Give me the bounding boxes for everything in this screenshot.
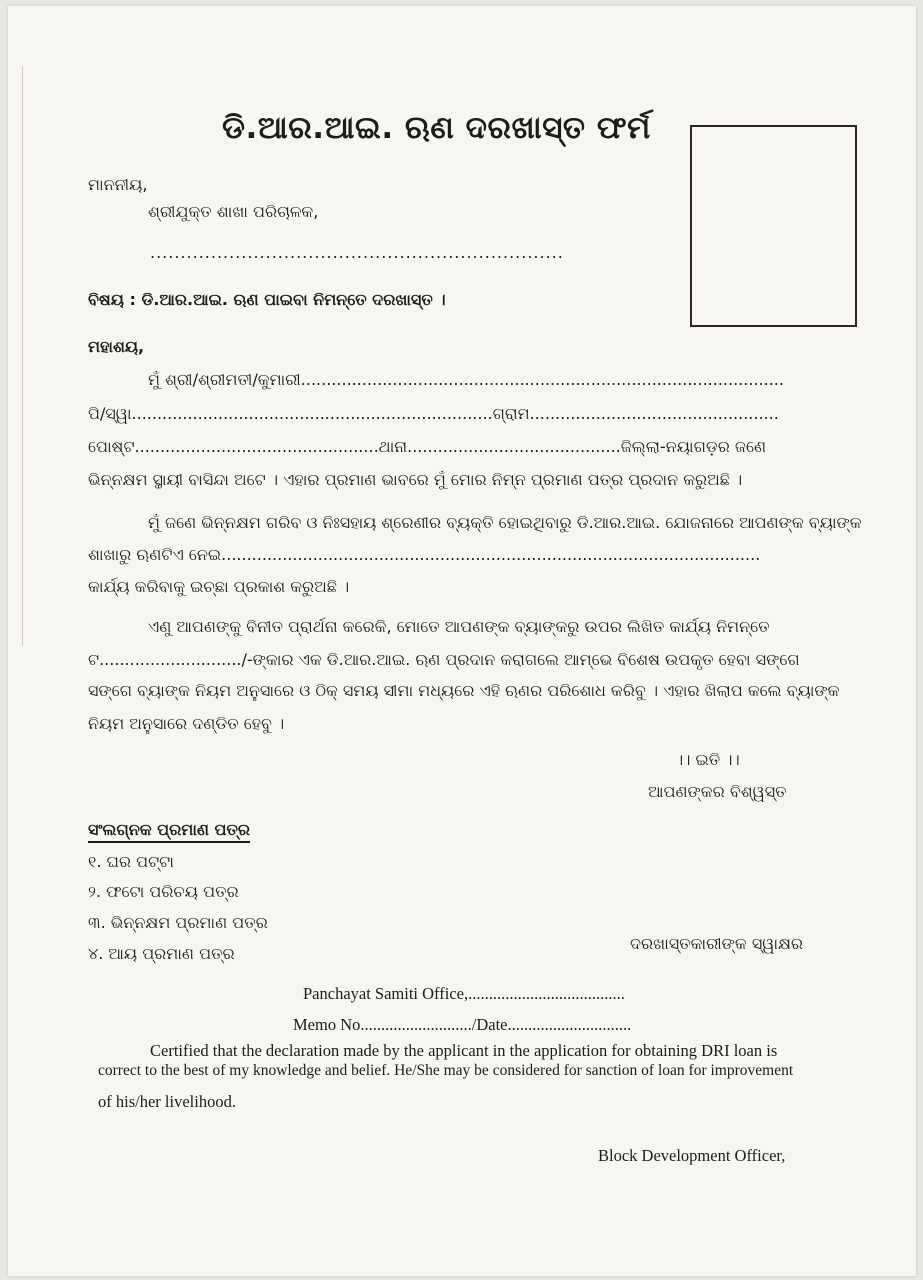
memo-date-line: Memo No.........................../Date.............................. xyxy=(293,1015,632,1034)
body-line-intent: କାର୍ଯ୍ୟ କରିବାକୁ ଇଚ୍ଛା ପ୍ରକାଶ କରୁଅଛି । xyxy=(88,577,350,596)
attachments-heading: ସଂଲଗ୍ନକ ପ୍ରମାଣ ପତ୍ର xyxy=(88,820,250,843)
page-margin-line xyxy=(22,66,23,646)
bdo-signature-label: Block Development Officer, xyxy=(598,1146,786,1165)
body-line-request: ଏଣୁ ଆପଣଙ୍କୁ ବିନୀତ ପ୍ରାର୍ଥନା କରେକି, ମୋତେ ଆପଣଙ୍କ ବ୍ୟାଙ୍କରୁ ଉପର ଲିଖିତ କାର୍ଯ୍ୟ ନିମନ୍ତେ xyxy=(148,617,770,636)
photo-box xyxy=(690,125,857,327)
body-line-post-thana: ପୋଷ୍ଟ................................................ଥାନା..........................................ଜିଲ୍ଲା-ନୟାଗଡ଼ର ଜଣେ xyxy=(88,437,767,456)
certification-line-2: correct to the best of my knowledge and belief. He/She may be considered for sanction of loan for improvement xyxy=(98,1062,794,1079)
body-line-repay: ସଙ୍ଗେ ବ୍ୟାଙ୍କ ନିୟମ ଅନୁସାରେ ଓ ଠିକ୍ ସମୟ ସୀମା ମଧ୍ୟରେ ଏହି ଋଣର ପରିଶୋଧ କରିବୁ । ଏହାର ଖିଲାପ କଲେ ବ୍ୟାଙ୍କ xyxy=(88,681,840,700)
body-line-scheme: ମୁଁ ଜଣେ ଭିନ୍ନକ୍ଷମ ଗରିବ ଓ ନିଃସହାୟ ଶ୍ରେଣୀର ବ୍ୟକ୍ତି ହୋଇଥିବାରୁ ଡି.ଆର.ଆଇ. ଯୋଜନାରେ ଆପଣଙ୍କ ବ୍ୟାଙ୍କ xyxy=(148,513,862,532)
certification-line-1: Certified that the declaration made by the applicant in the application for obtaining DRI loan is xyxy=(150,1041,778,1060)
body-line-loan-purpose: ଶାଖାରୁ ଋଣଟିଏ ନେଇ.......................................................................................................... xyxy=(88,545,761,564)
attachment-item: ୩. ଭିନ୍ନକ୍ଷମ ପ୍ରମାଣ ପତ୍ର xyxy=(88,913,268,932)
attachment-item: ୪. ଆୟ ପ୍ରମାଣ ପତ୍ର xyxy=(88,944,235,963)
certification-line-3: of his/her livelihood. xyxy=(98,1092,236,1111)
form-title: ଡି.ଆର.ଆଇ. ଋଣ ଦରଖାସ୍ତ ଫର୍ମ xyxy=(222,110,651,146)
body-line-resident: ଭିନ୍ନକ୍ଷମ ସ୍ଥାୟୀ ବାସିନ୍ଦା ଅଟେ । ଏହାର ପ୍ରମାଣ ଭାବରେ ମୁଁ ମୋର ନିମ୍ନ ପ୍ରମାଣ ପତ୍ର ପ୍ରଦାନ କରୁଅଛି । xyxy=(88,470,743,489)
panchayat-samiti-office: Panchayat Samiti Office,...................................... xyxy=(303,984,625,1003)
attachment-item: ୧. ଘର ପଟ୍ଟା xyxy=(88,852,174,871)
addressee-blank-line: .................................................................... xyxy=(150,243,564,262)
salutation-respected: ମାନନୀୟ, xyxy=(88,175,148,194)
closing-yours-faithfully: ଆପଣଙ୍କର ବିଶ୍ୱସ୍ତ xyxy=(648,782,787,801)
applicant-signature-label: ଦରଖାସ୍ତକାରୀଙ୍କ ସ୍ୱାକ୍ଷର xyxy=(630,934,804,953)
body-line-amount: ଟ............................/-ଙ୍କାର ଏକ ଡି.ଆର.ଆଇ. ଋଣ ପ୍ରଦାନ କରାଗଲେ ଆମ୍ଭେ ବିଶେଷ ଉପକୃତ ହେବା ସଙ୍ଗେ xyxy=(88,650,800,669)
salutation-sir: ମହାଶୟ, xyxy=(88,337,145,356)
attachment-item: ୨. ଫଟୋ ପରିଚୟ ପତ୍ର xyxy=(88,882,239,901)
addressee: ଶ୍ରୀଯୁକ୍ତ ଶାଖା ପରିଚାଳକ, xyxy=(148,202,319,221)
closing-iti: ।। ଇତି ।। xyxy=(676,750,740,769)
body-line-penalty: ନିୟମ ଅନୁସାରେ ଦଣ୍ଡିତ ହେବୁ । xyxy=(88,714,285,733)
subject-line: ବିଷୟ : ଡି.ଆର.ଆଇ. ଋଣ ପାଇବା ନିମନ୍ତେ ଦରଖାସ୍ତ । xyxy=(88,290,446,309)
body-line-name: ମୁଁ ଶ୍ରୀ/ଶ୍ରୀମତୀ/କୁମାରୀ............................................................................................... xyxy=(148,370,784,389)
body-line-father-village: ପି/ସ୍ୱା.......................................................................ଗ୍ରାମ................................................. xyxy=(88,404,779,423)
